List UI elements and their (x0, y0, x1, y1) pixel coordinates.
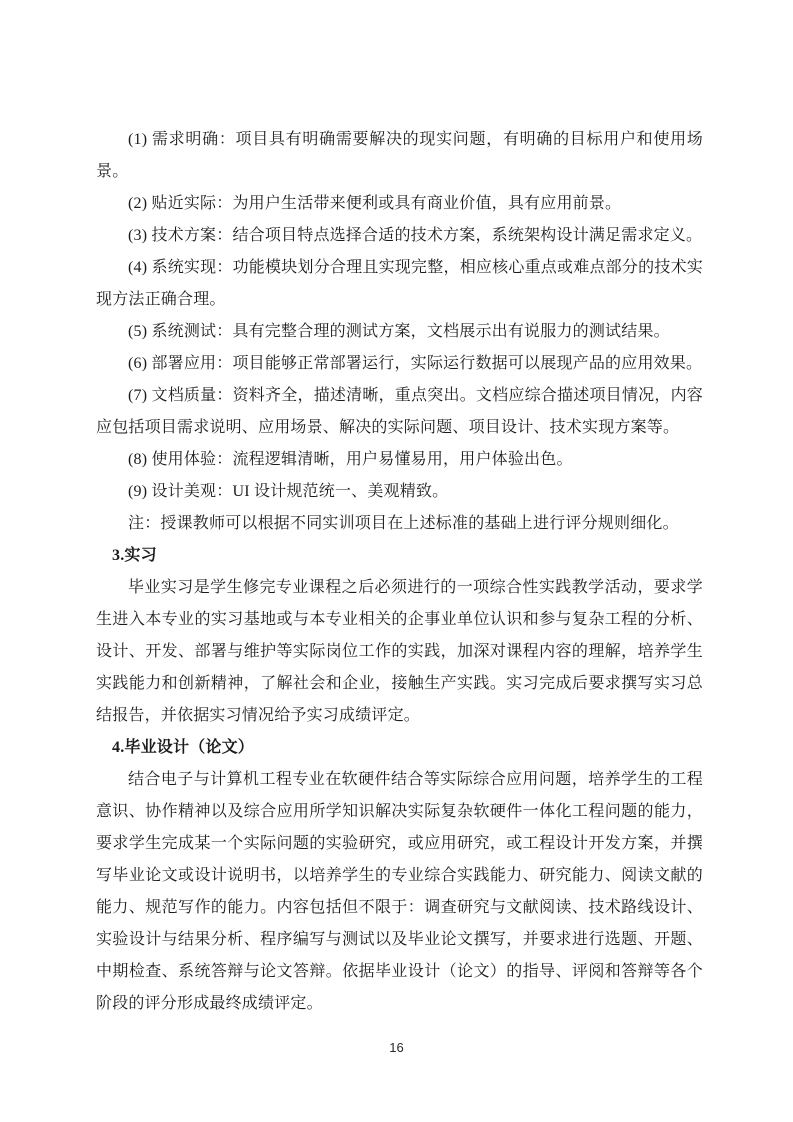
criterion-item-5: (5) 系统测试：具有完整合理的测试方案，文档展示出有说服力的测试结果。 (128, 323, 670, 340)
criterion-item-4: (4) 系统实现：功能模块划分合理且实现完整，相应核心重点或难点部分的技术实现方法正确合理。 (96, 259, 703, 308)
document-body (96, 124, 703, 1020)
section-heading-graduation-design: 4.毕业设计（论文） (112, 739, 255, 756)
section-heading-internship: 3.实习 (112, 547, 157, 564)
criterion-item-7: (7) 文档质量：资料齐全，描述清晰，重点突出。文档应综合描述项目情况，内容应包括项目需求说明、应用场景、解决的实际问题、项目设计、技术实现方案等。 (96, 387, 703, 436)
internship-paragraph: 毕业实习是学生修完专业课程之后必须进行的一项综合性实践教学活动，要求学生进入本专业的实习基地或与本专业相关的企事业单位认识和参与复杂工程的分析、设计、开发、部署与维护等实际岗位工作的实践，加深对课程内容的理解，培养学生实践能力和创新精神，了解社会和企业，接触生产实践。实习完成后要求撰写实习总结报告，并依据实习情况给予实习成绩评定。 (96, 579, 703, 724)
note-line: 注：授课教师可以根据不同实训项目在上述标准的基础上进行评分规则细化。 (128, 515, 679, 532)
criterion-item-6: (6) 部署应用：项目能够正常部署运行，实际运行数据可以展现产品的应用效果。 (128, 355, 703, 372)
criterion-item-9: (9) 设计美观：UI 设计规范统一、美观精致。 (128, 483, 449, 500)
criterion-item-1: (1) 需求明确：项目具有明确需要解决的现实问题，有明确的目标用户和使用场景。 (96, 131, 703, 180)
criterion-item-3: (3) 技术方案：结合项目特点选择合适的技术方案，系统架构设计满足需求定义。 (128, 227, 703, 244)
criterion-item-2: (2) 贴近实际：为用户生活带来便利或具有商业价值，具有应用前景。 (128, 195, 622, 212)
graduation-design-paragraph: 结合电子与计算机工程专业在软硬件结合等实际综合应用问题，培养学生的工程意识、协作精神以及综合应用所学知识解决实际复杂软硬件一体化工程问题的能力，要求学生完成某一个实际问题的实验研究，或应用研究，或工程设计开发方案，并撰写毕业论文或设计说明书，以培养学生的专业综合实践能力、研究能力、阅读文献的能力、规范写作的能力。内容包括但不限于：调查研究与文献阅读、技术路线设计、实验设计与结果分析、程序编写与测试以及毕业论文撰写，并要求进行选题、开题、中期检查、系统答辩与论文答辩。依据毕业设计（论文）的指导、评阅和答辩等各个阶段的评分形成最终成绩评定。 (96, 771, 703, 1012)
page-number: 16 (389, 1040, 404, 1055)
criterion-item-8: (8) 使用体验：流程逻辑清晰，用户易懂易用，用户体验出色。 (128, 451, 573, 468)
